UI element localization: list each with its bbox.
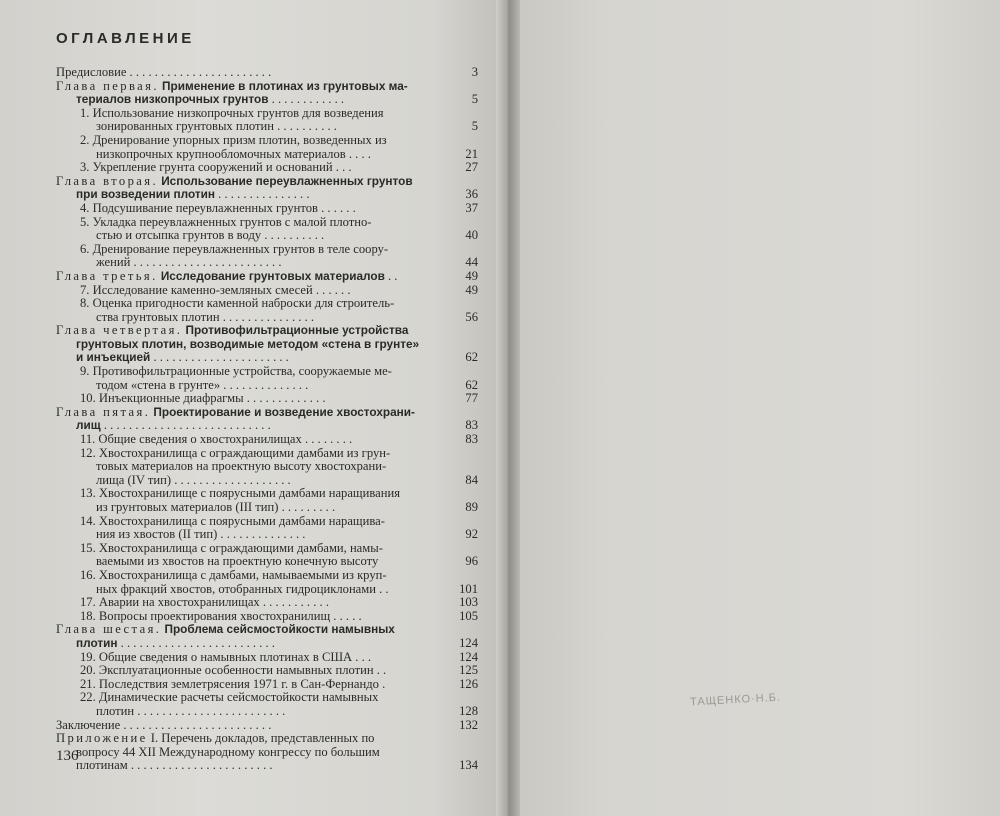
toc-row [56, 80, 484, 94]
toc-row [56, 474, 484, 488]
toc-page-number: 27 [465, 160, 478, 175]
page-number: 136 [56, 748, 79, 764]
toc-entry-text [56, 270, 440, 284]
toc-row [56, 487, 484, 501]
toc-row [56, 379, 484, 393]
toc-row [56, 515, 484, 529]
toc-row [56, 732, 484, 746]
toc-entry-text: 21. Последствия землетрясения 1971 г. в Сан-Фернандо . [80, 677, 386, 691]
toc-entry-text: 20. Эксплуатационные особенности намывных плотин . . [80, 664, 387, 678]
toc-row [56, 365, 484, 379]
toc-row [56, 66, 484, 80]
toc-row [56, 134, 484, 148]
chapter-prefix: Глава пятая. [56, 405, 151, 419]
toc-entry-text: стью и отсыпка грунтов в воду . . . . . . . . . . [96, 229, 325, 243]
toc-page-number: 124 [459, 635, 478, 650]
toc-page-number: 92 [465, 527, 478, 542]
toc-page-number: 62 [465, 350, 478, 365]
toc-entry-text [76, 338, 440, 352]
toc-page-number: 83 [465, 418, 478, 433]
chapter-title: Проектирование и возведение хвостохрани- [153, 405, 415, 419]
handwritten-stamp: ТАЩЕНКО·Н.Б. [689, 691, 782, 709]
toc-row [56, 419, 484, 433]
toc-page-number: 5 [471, 119, 478, 134]
page-title: ОГЛАВЛЕНИЕ [56, 30, 195, 47]
chapter-prefix: Глава третья. [56, 269, 158, 283]
toc-row [56, 120, 484, 134]
toc-entry-text: 15. Хвостохранилища с ограждающими дамбами, намы- [80, 541, 383, 555]
chapter-title: териалов низкопрочных грунтов [76, 93, 269, 107]
toc-entry-text: 7. Исследование каменно-земляных смесей . . . . . . [80, 283, 351, 297]
table-of-contents [56, 66, 484, 773]
toc-row [56, 637, 484, 651]
toc-entry-text [76, 93, 440, 107]
toc-page-number: 37 [465, 200, 478, 215]
toc-page-number: 83 [465, 432, 478, 447]
toc-entry-text [56, 623, 440, 637]
toc-row [56, 691, 484, 705]
toc-row [56, 528, 484, 542]
toc-entry-text [56, 732, 440, 746]
toc-page-number: 49 [465, 268, 478, 283]
toc-row [56, 719, 484, 733]
toc-row [56, 542, 484, 556]
toc-row [56, 392, 484, 406]
toc-row [56, 433, 484, 447]
toc-page-number: 77 [465, 391, 478, 406]
toc-row [56, 161, 484, 175]
toc-entry-text: тодом «стена в грунте» . . . . . . . . . . . . . . [96, 378, 309, 392]
chapter-text: . . [384, 269, 398, 283]
toc-entry-text: 19. Общие сведения о намывных плотинах в США . . . [80, 650, 372, 664]
chapter-text: . . . . . . . . . . . . . . . . . . . . . . [150, 351, 289, 365]
chapter-title: Применение в плотинах из грунтовых ма- [162, 79, 408, 93]
toc-page-number: 126 [459, 676, 478, 691]
toc-row [56, 596, 484, 610]
toc-row [56, 651, 484, 665]
chapter-text: . . . . . . . . . . . . . . . [215, 188, 310, 202]
toc-page-number: 5 [471, 92, 478, 107]
toc-entry-text [76, 759, 440, 773]
toc-entry-text: 22. Динамические расчеты сейсмостойкости намывных [80, 691, 379, 705]
toc-row [56, 351, 484, 365]
toc-row [56, 338, 484, 352]
toc-row [56, 447, 484, 461]
toc-page-number: 89 [465, 500, 478, 514]
toc-row [56, 324, 484, 338]
toc-entry-text: 2. Дренирование упорных призм плотин, возведенных из [80, 133, 387, 147]
chapter-text: . . . . . . . . . . . . . . . . . . . . . . . . . . . [100, 419, 271, 433]
toc-entry-text [76, 188, 440, 202]
toc-row [56, 93, 484, 107]
chapter-text: I. Перечень докладов, представленных по [150, 732, 375, 746]
toc-row [56, 583, 484, 597]
toc-entry-text: 6. Дренирование переувлажненных грунтов в теле соору- [80, 242, 389, 256]
toc-page-number: 62 [465, 377, 478, 392]
chapter-text: . . . . . . . . . . . . . . . . . . . . . . . . . [117, 636, 275, 650]
chapter-text: вопросу 44 XII Международному конгрессу по большим [76, 745, 380, 759]
chapter-text: плотинам . . . . . . . . . . . . . . . . . . . . . . . [76, 759, 273, 773]
toc-row [56, 107, 484, 121]
toc-entry-text: 17. Аварии на хвостохранилищах . . . . . . . . . . . [80, 596, 329, 610]
toc-entry-text: зонированных грунтовых плотин . . . . . . . . . . [96, 120, 337, 134]
toc-entry-text: 18. Вопросы проектирования хвостохранилищ . . . . . [80, 609, 362, 623]
toc-row [56, 148, 484, 162]
toc-entry-text: 13. Хвостохранилище с поярусными дамбами наращивания [80, 487, 401, 501]
toc-row [56, 460, 484, 474]
toc-page-number: 105 [459, 608, 478, 623]
toc-entry-text: 1. Использование низкопрочных грунтов для возведения [80, 106, 384, 120]
toc-entry-text [56, 80, 440, 94]
toc-row [56, 705, 484, 719]
toc-entry-text: 5. Укладка переувлажненных грунтов с малой плотно- [80, 215, 372, 229]
chapter-title: Использование переувлажненных грунтов [161, 174, 413, 188]
toc-entry-text: ваемыми из хвостов на проектную конечную высоту [96, 555, 379, 569]
chapter-text: . . . . . . . . . . . . [268, 93, 345, 107]
toc-entry-text: Заключение . . . . . . . . . . . . . . . . . . . . . . . . [56, 718, 272, 732]
toc-page-number: 101 [459, 581, 478, 596]
toc-entry-text: 3. Укрепление грунта сооружений и оснований . . . [80, 161, 352, 175]
toc-entry-text [76, 419, 440, 433]
toc-entry-text: 12. Хвостохранилища с ограждающими дамбами из грун- [80, 446, 391, 460]
chapter-prefix: Приложение [56, 732, 148, 746]
chapter-title: Исследование грунтовых материалов [160, 269, 385, 283]
toc-row [56, 284, 484, 298]
toc-entry-text: плотин . . . . . . . . . . . . . . . . . . . . . . . . [96, 704, 286, 718]
toc-page-number: 3 [471, 65, 478, 79]
chapter-prefix: Глава шестая. [56, 623, 162, 637]
toc-page-number: 103 [459, 595, 478, 610]
toc-page-number: 40 [465, 228, 478, 243]
toc-entry-text: 16. Хвостохранилища с дамбами, намываемыми из круп- [80, 568, 387, 582]
chapter-title: при возведении плотин [76, 188, 216, 202]
toc-row [56, 746, 484, 760]
toc-row [56, 678, 484, 692]
toc-entry-text: 4. Подсушивание переувлажненных грунтов . . . . . . [80, 201, 356, 215]
toc-entry-text: ния из хвостов (II тип) . . . . . . . . . . . . . . [96, 528, 306, 542]
toc-page-number: 36 [465, 187, 478, 202]
toc-page-number: 132 [459, 717, 478, 732]
toc-row [56, 311, 484, 325]
toc-entry-text: из грунтовых материалов (III тип) . . . . . . . . . [96, 501, 336, 514]
toc-page-number: 125 [459, 663, 478, 678]
toc-entry-text [56, 406, 440, 420]
toc-entry-text [76, 351, 440, 365]
toc-page-number: 49 [465, 282, 478, 297]
toc-entry-text [76, 746, 440, 760]
toc-row [56, 188, 484, 202]
toc-entry-text: ных фракций хвостов, отобранных гидроциклонами . . [96, 582, 389, 596]
toc-page-number: 84 [465, 472, 478, 487]
chapter-prefix: Глава четвертая. [56, 324, 183, 338]
toc-entry-text: 10. Инъекционные диафрагмы . . . . . . . . . . . . . [80, 392, 326, 406]
toc-row [56, 243, 484, 257]
toc-row [56, 664, 484, 678]
toc-entry-text: лища (IV тип) . . . . . . . . . . . . . . . . . . . [96, 473, 291, 487]
toc-row [56, 501, 484, 515]
toc-entry-text: 9. Противофильтрационные устройства, сооружаемые ме- [80, 365, 392, 379]
chapter-prefix: Глава вторая. [56, 174, 159, 188]
chapter-title: и инъекцией [76, 351, 151, 365]
toc-entry-text [56, 324, 440, 338]
chapter-title: плотин [76, 636, 118, 650]
toc-entry-text: Предисловие . . . . . . . . . . . . . . . . . . . . . . . [56, 66, 272, 79]
toc-entry-text: товых материалов на проектную высоту хвостохрани- [96, 460, 387, 474]
toc-page-number: 96 [465, 554, 478, 569]
chapter-prefix: Глава первая. [56, 79, 159, 93]
toc-row [56, 759, 484, 773]
toc-row [56, 297, 484, 311]
toc-row [56, 270, 484, 284]
toc-row [56, 610, 484, 624]
toc-entry-text [56, 175, 440, 189]
toc-page-number: 134 [459, 758, 478, 773]
book-gutter [496, 0, 520, 816]
toc-row [56, 229, 484, 243]
toc-page-number: 44 [465, 255, 478, 270]
toc-entry-text: 11. Общие сведения о хвостохранилищах . . . . . . . . [80, 433, 353, 447]
toc-row [56, 175, 484, 189]
toc-entry-text: 14. Хвостохранилища с поярусными дамбами наращива- [80, 514, 385, 528]
toc-page-number: 128 [459, 703, 478, 718]
chapter-title: лищ [76, 419, 101, 433]
toc-row [56, 569, 484, 583]
toc-entry-text: низкопрочных крупнообломочных материалов . . . . [96, 147, 371, 161]
toc-row [56, 256, 484, 270]
toc-page-number: 124 [459, 649, 478, 664]
toc-page-number: 21 [465, 146, 478, 161]
toc-entry-text: 8. Оценка пригодности каменной наброски для строитель- [80, 297, 395, 311]
chapter-title: Проблема сейсмостойкости намывных [164, 623, 395, 637]
toc-entry-text: жений . . . . . . . . . . . . . . . . . . . . . . . . [96, 256, 282, 270]
toc-row [56, 555, 484, 569]
toc-entry-text: ства грунтовых плотин . . . . . . . . . . . . . . . [96, 310, 315, 324]
chapter-title: грунтовых плотин, возводимые методом «стена в грунте» [76, 337, 420, 351]
toc-entry-text [76, 637, 440, 651]
toc-page-number: 56 [465, 309, 478, 324]
chapter-title: Противофильтрационные устройства [185, 324, 409, 338]
toc-row [56, 216, 484, 230]
toc-row [56, 406, 484, 420]
toc-row [56, 623, 484, 637]
toc-row [56, 202, 484, 216]
